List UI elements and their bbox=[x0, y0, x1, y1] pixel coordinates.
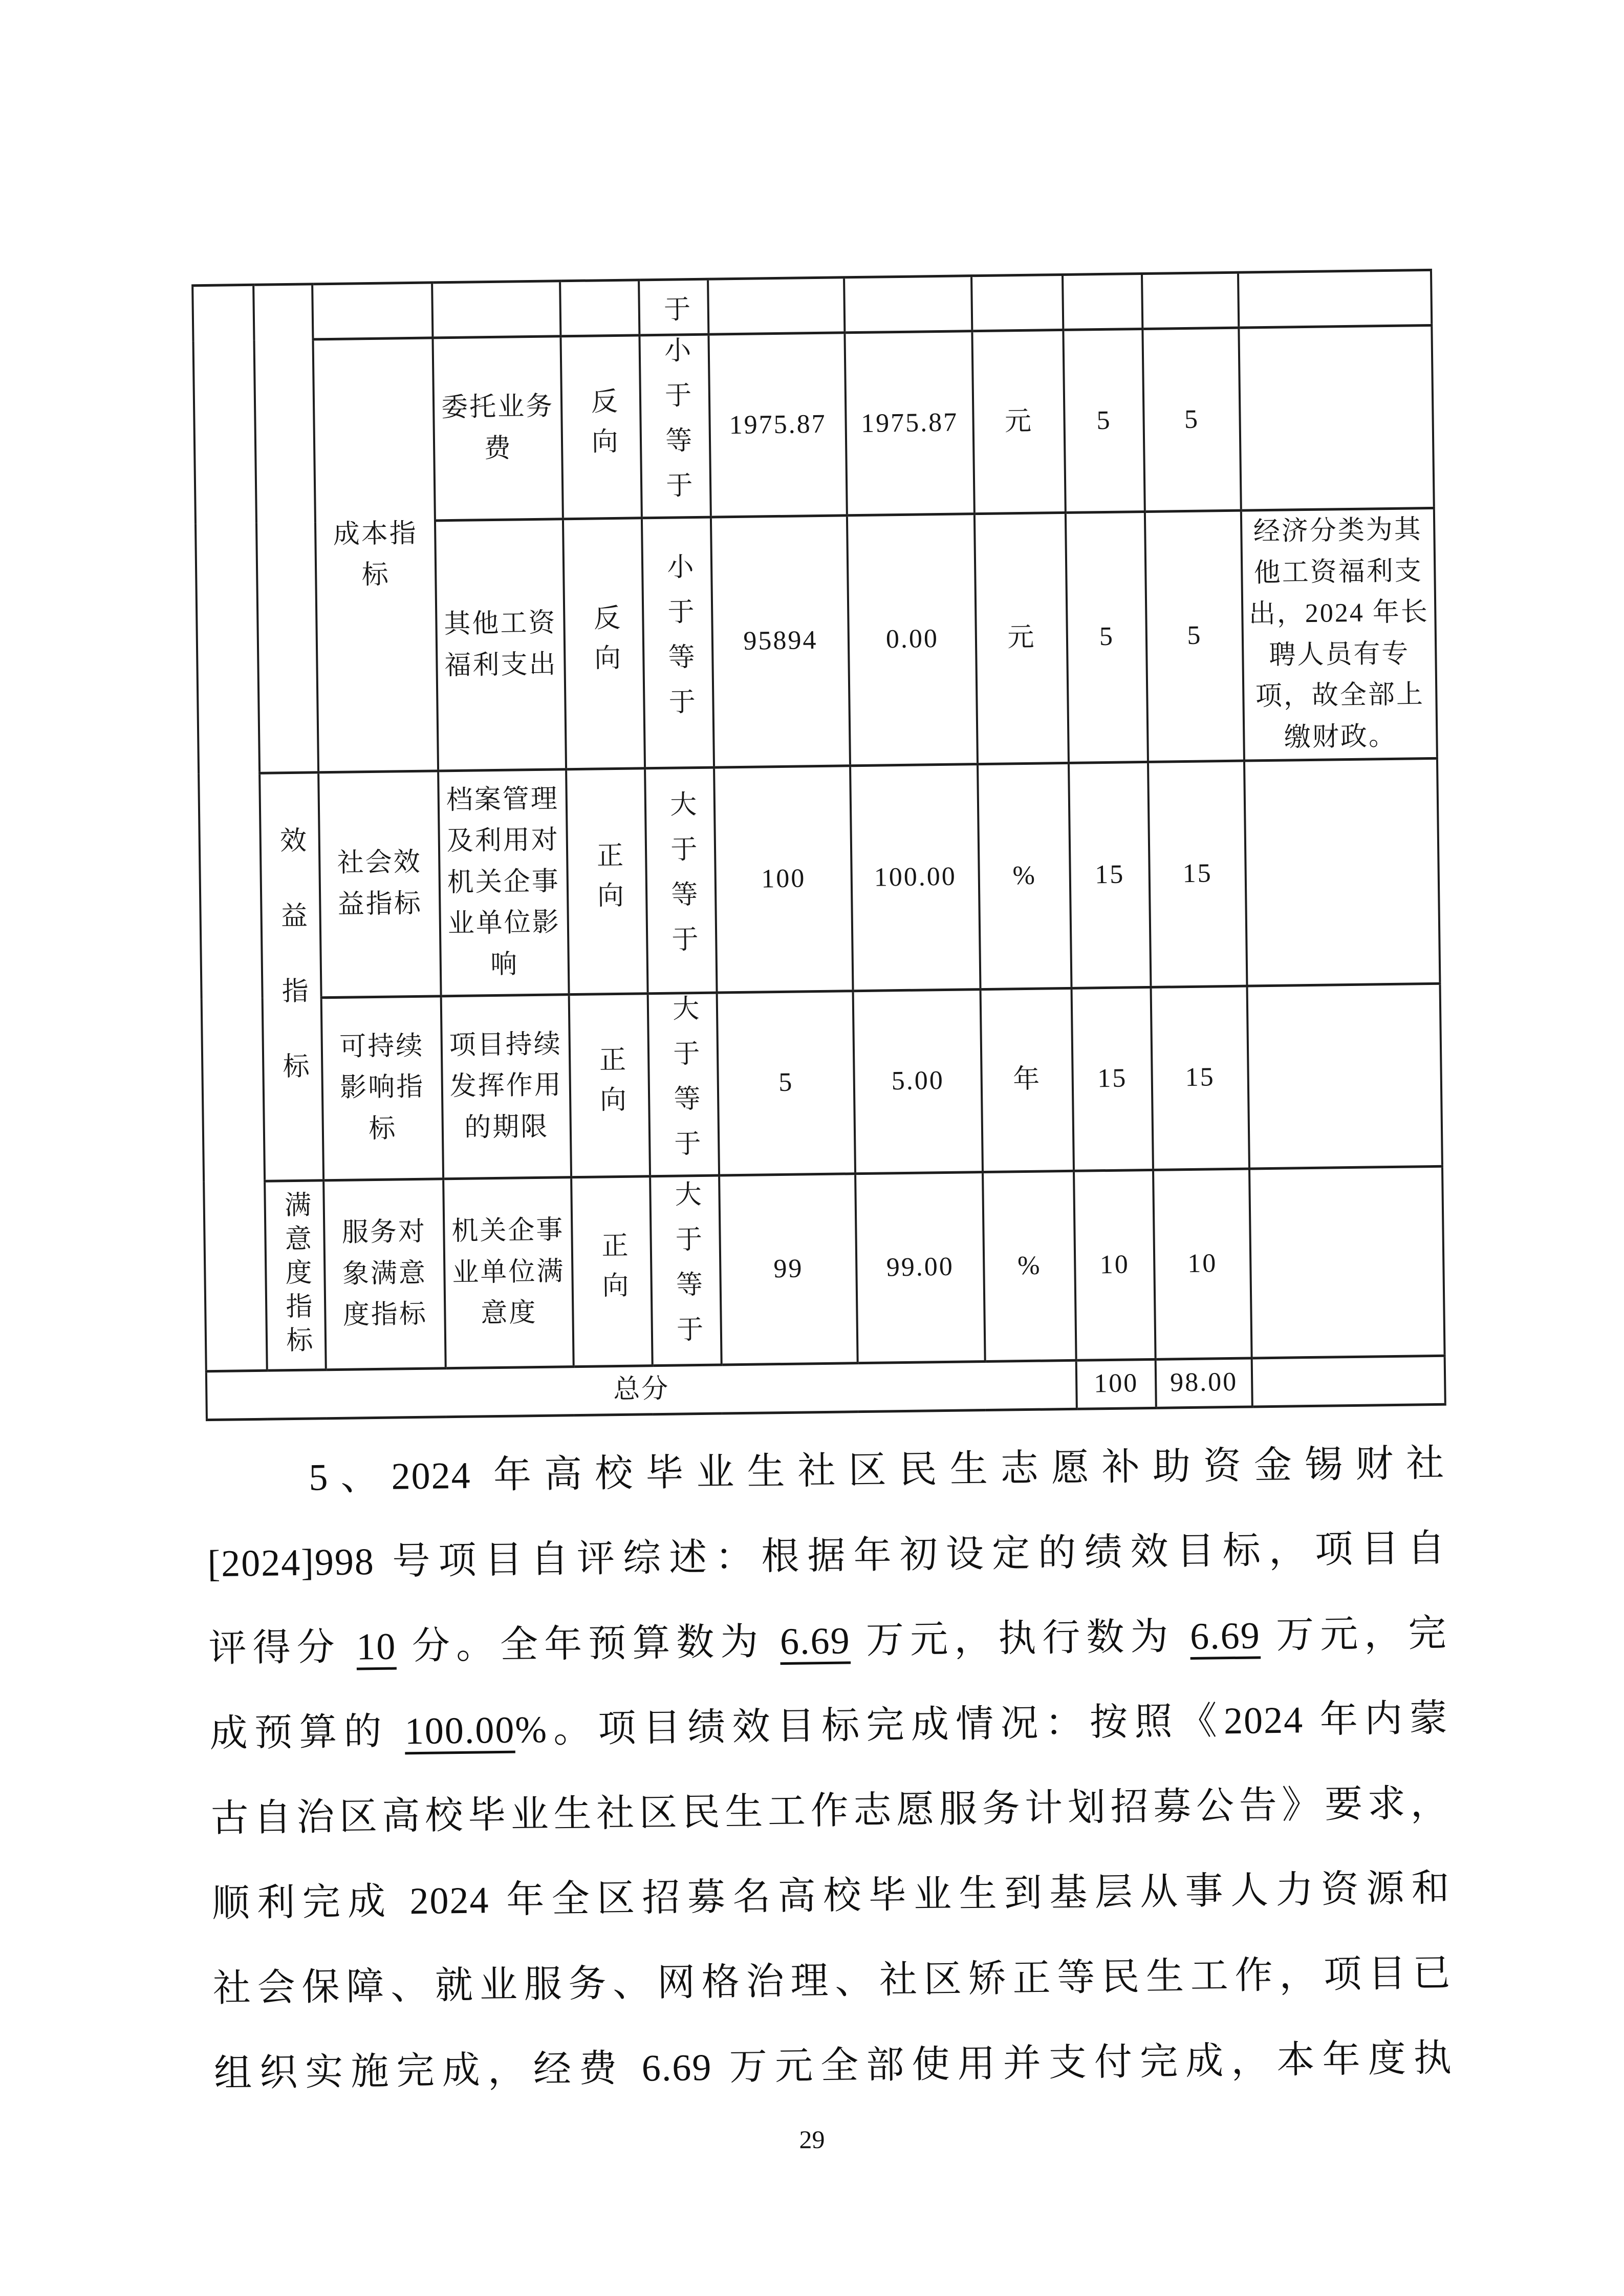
cell-carryover-name bbox=[432, 281, 560, 338]
cell-note bbox=[1244, 758, 1440, 986]
cell-indicator-name: 其他工资福利支出 bbox=[435, 519, 566, 771]
cell-indicator-name: 项目持续发挥作用的期限 bbox=[441, 994, 571, 1178]
paragraph-line bbox=[213, 2015, 1453, 2116]
cell-actual: 99.00 bbox=[855, 1172, 985, 1363]
text-run: 成预算的 bbox=[209, 1710, 405, 1755]
cell-direction: 正向 bbox=[571, 1176, 653, 1366]
cell-direction: 反向 bbox=[560, 335, 641, 519]
text-run: 分。全年预算数为 bbox=[396, 1620, 781, 1668]
table-row bbox=[204, 1166, 1444, 1371]
cell-indicator-name: 委托业务费 bbox=[432, 336, 562, 521]
text-run: 万元，完 bbox=[1260, 1612, 1447, 1657]
cell-indicator-name: 档案管理及利用对机关企事业单位影响 bbox=[438, 769, 569, 996]
underlined-value: 100.00 bbox=[404, 1709, 515, 1752]
cell-carryover-note bbox=[1238, 270, 1432, 328]
cell-unit: % bbox=[978, 763, 1072, 989]
cell-score: 5 bbox=[1142, 328, 1241, 511]
text-run: %。项目绩效目标完成情况：按照《2024 年内蒙 bbox=[514, 1697, 1449, 1751]
cell-score: 10 bbox=[1153, 1169, 1252, 1359]
text-run: 评得分 bbox=[208, 1626, 357, 1670]
text-run: 社会保障、就业服务、网格治理、社区矫正等民生工作，项目已 bbox=[212, 1952, 1452, 2010]
paragraph-line bbox=[207, 1506, 1446, 1606]
paragraph-line bbox=[208, 1591, 1448, 1691]
cell-relation: 大于等于 bbox=[645, 767, 717, 994]
cell-carryover-level3 bbox=[312, 283, 432, 339]
underlined-value: 10 bbox=[356, 1625, 397, 1668]
underlined-value: 6.69 bbox=[779, 1619, 851, 1663]
cell-unit: % bbox=[983, 1171, 1076, 1361]
cell-note: 经济分类为其他工资福利支出，2024 年长聘人员有专项，故全部上缴财政。 bbox=[1241, 508, 1437, 760]
relation-fragment: 于 bbox=[659, 294, 689, 324]
cell-direction: 正向 bbox=[566, 768, 648, 994]
table-row bbox=[199, 758, 1440, 999]
cell-unit: 元 bbox=[975, 512, 1069, 764]
underlined-value: 6.69 bbox=[1189, 1614, 1261, 1658]
text-run: 古自治区高校毕业生社区民生工作志愿服务计划招募公告》要求， bbox=[210, 1782, 1450, 1840]
cell-indicator-name: 机关企事业单位满意度 bbox=[443, 1177, 574, 1368]
cell-carryover-unit bbox=[971, 274, 1063, 331]
cell-relation: 小于等于 bbox=[639, 334, 710, 518]
paragraph-line bbox=[212, 1930, 1452, 2031]
cell-weight: 10 bbox=[1074, 1170, 1156, 1360]
cell-carryover-weight bbox=[1063, 274, 1142, 330]
cell-level1-cost-spacer bbox=[253, 284, 318, 773]
cell-direction: 正向 bbox=[569, 993, 650, 1177]
cell-direction: 反向 bbox=[563, 518, 645, 769]
cell-level1-benefit: 效益指标 bbox=[259, 772, 323, 1181]
cell-note bbox=[1239, 325, 1434, 510]
cell-level2: 社会效益指标 bbox=[318, 770, 441, 997]
paragraph-line bbox=[209, 1676, 1449, 1776]
cell-target: 5 bbox=[717, 991, 855, 1175]
cell-actual: 1975.87 bbox=[845, 331, 974, 516]
text-run: 顺利完成 2024 年全区招募名高校毕业生到基层从事人力资源和 bbox=[211, 1867, 1451, 1925]
cell-actual: 100.00 bbox=[850, 764, 981, 991]
paragraph bbox=[206, 1421, 1453, 2116]
page-number: 29 bbox=[799, 2125, 825, 2154]
cell-relation: 大于等于 bbox=[648, 993, 719, 1176]
cell-total-note bbox=[1252, 1356, 1445, 1407]
text-run: 万元，执行数为 bbox=[850, 1615, 1190, 1662]
cell-weight: 15 bbox=[1072, 987, 1153, 1171]
cell-note bbox=[1247, 983, 1442, 1169]
cell-level2: 可持续影响指标 bbox=[321, 996, 443, 1180]
cell-weight: 5 bbox=[1066, 511, 1148, 762]
paragraph-line bbox=[206, 1421, 1445, 1521]
cell-carryover-target bbox=[708, 277, 845, 334]
cell-unit: 元 bbox=[972, 330, 1065, 513]
text-run: [2024]998 号项目自评综述：根据年初设定的绩效目标，项目自 bbox=[207, 1527, 1446, 1585]
cell-level2-cost: 成本指标 bbox=[313, 338, 438, 772]
text-run: 组织实施完成，经费 6.69 万元全部使用并支付完成，本年度执 bbox=[213, 2037, 1453, 2095]
paragraph-line bbox=[211, 1846, 1451, 1946]
cell-carryover-relation bbox=[639, 279, 708, 335]
cell-target: 1975.87 bbox=[708, 333, 847, 517]
cell-level2: 服务对象满意度指标 bbox=[323, 1178, 446, 1369]
cell-actual: 5.00 bbox=[853, 989, 983, 1173]
cell-weight: 15 bbox=[1069, 762, 1151, 988]
cell-relation: 大于等于 bbox=[650, 1175, 722, 1366]
table-row bbox=[193, 325, 1434, 523]
cell-target: 95894 bbox=[711, 516, 850, 767]
cell-score: 5 bbox=[1145, 510, 1244, 762]
cell-carryover-score bbox=[1142, 272, 1239, 329]
cell-note bbox=[1249, 1166, 1445, 1358]
cell-actual: 0.00 bbox=[847, 514, 978, 766]
cell-target: 100 bbox=[714, 765, 853, 992]
cell-score: 15 bbox=[1148, 761, 1247, 987]
cell-total-score: 98.00 bbox=[1156, 1358, 1252, 1408]
cell-carryover-direction bbox=[560, 280, 639, 336]
performance-indicator-table bbox=[191, 269, 1446, 1421]
cell-carryover-actual bbox=[844, 276, 972, 333]
cell-relation: 小于等于 bbox=[642, 517, 714, 768]
cell-total-label: 总分 bbox=[206, 1360, 1077, 1420]
cell-target: 99 bbox=[719, 1173, 858, 1364]
table-row bbox=[202, 983, 1442, 1182]
cell-weight: 5 bbox=[1063, 329, 1144, 513]
cell-score: 15 bbox=[1151, 986, 1249, 1170]
text-run: 5、2024 年高校毕业生社区民生志愿补助资金锡财社 bbox=[308, 1442, 1445, 1499]
page-content bbox=[191, 269, 1456, 2116]
cell-level1-satisfaction: 满意度指标 bbox=[265, 1180, 326, 1370]
cell-total-weight: 100 bbox=[1076, 1359, 1156, 1409]
cell-unit: 年 bbox=[981, 988, 1074, 1172]
paragraph-line bbox=[210, 1761, 1450, 1861]
